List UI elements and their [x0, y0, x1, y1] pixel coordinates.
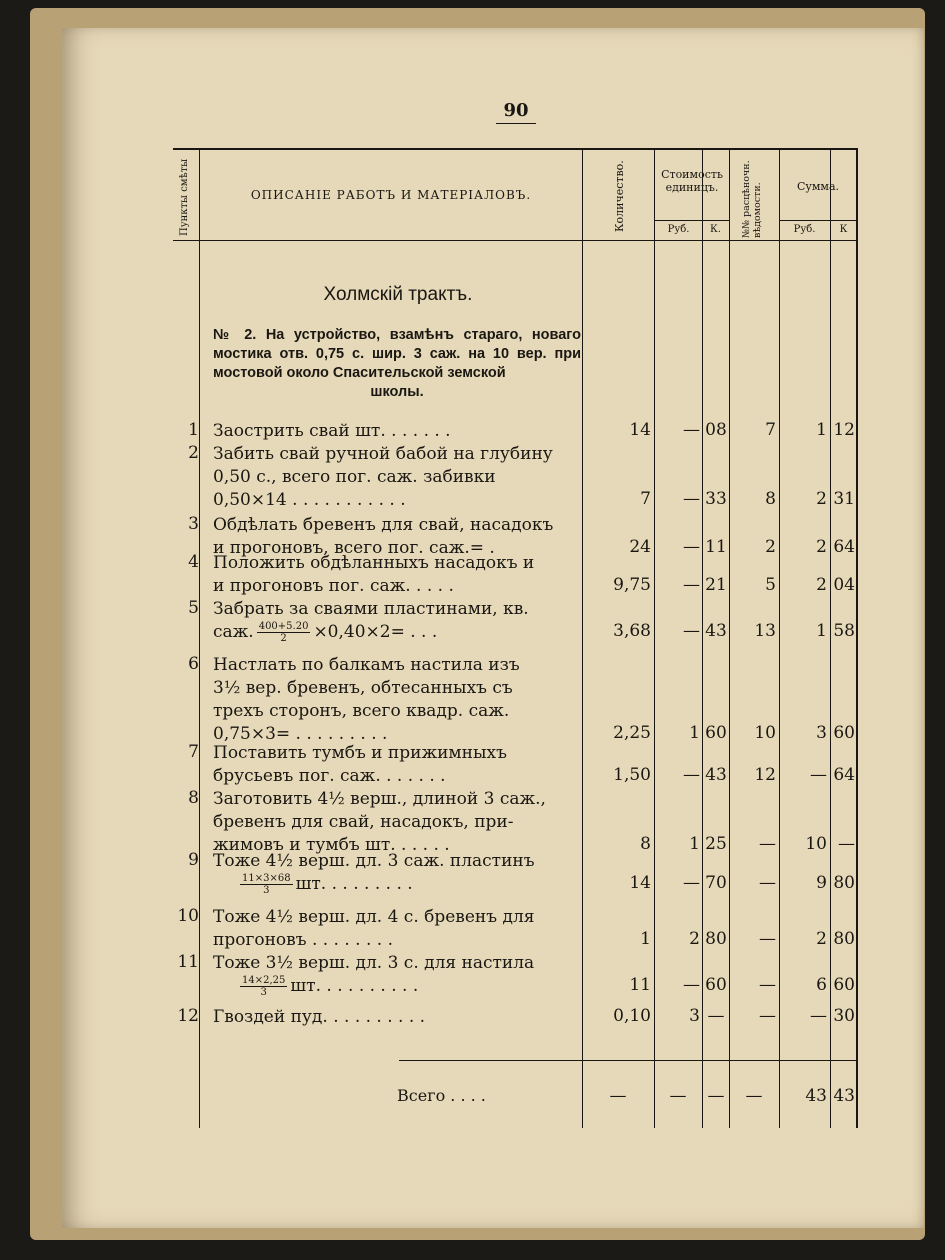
subheading	[213, 326, 581, 402]
row-description-line	[237, 873, 535, 896]
row-description	[213, 742, 507, 788]
row-description-line: и прогоновъ, всего пог. саж.= .	[213, 538, 495, 558]
row-quantity: 1	[640, 929, 651, 949]
row-sum-rub: 2	[816, 575, 827, 595]
row-description	[213, 654, 520, 746]
fraction-denominator: 3	[260, 987, 267, 998]
row-sum-rub: 3	[816, 723, 827, 743]
header-quantity: Количество.	[613, 160, 626, 232]
row-unit-rub: 2	[689, 929, 700, 949]
row-number: 10	[177, 906, 199, 926]
col-rule	[856, 148, 858, 1128]
row-description	[213, 443, 553, 512]
row-quantity: 0,10	[613, 1006, 651, 1026]
row-sum-kop: 58	[833, 621, 855, 641]
row-unit-rub: —	[683, 873, 700, 893]
row-unit-kop: 43	[705, 621, 727, 641]
row-number: 3	[188, 514, 199, 534]
row-description-line	[237, 975, 534, 998]
row-description-line: Тоже 3½ верш. дл. 3 с. для настила	[213, 953, 535, 973]
total-rule	[399, 1060, 857, 1061]
row-description-line: жимовъ и тумбъ шт. . . . . .	[213, 835, 450, 855]
header-item-no: Пункты смѣты	[179, 158, 190, 236]
row-description	[213, 850, 535, 896]
row-unit-kop: 11	[705, 537, 727, 557]
row-unit-kop: 43	[705, 765, 727, 785]
row-sum-rub: 10	[805, 834, 827, 854]
row-description-line: трехъ сторонъ, всего квадр. саж.	[213, 701, 510, 721]
row-sum-rub: 2	[816, 489, 827, 509]
row-sum-rub: 2	[816, 537, 827, 557]
row-quantity: 8	[640, 834, 651, 854]
row-description-line: Заготовить 4½ верш., длиной 3 саж.,	[213, 789, 546, 809]
row-quantity: 2,25	[613, 723, 651, 743]
row-description-line: бревенъ для свай, насадокъ, при-	[213, 812, 514, 832]
fraction-numerator: 400+5.20	[258, 621, 309, 632]
row-sum-kop: 31	[833, 489, 855, 509]
subheading-last: школы.	[370, 384, 424, 400]
row-number: 5	[188, 598, 199, 618]
sum-subrule	[779, 220, 857, 221]
row-description-line: брусьевъ пог. саж. . . . . . .	[213, 766, 446, 786]
row-quantity: 7	[640, 489, 651, 509]
row-ref: 5	[765, 575, 776, 595]
row-unit-kop: 60	[705, 723, 727, 743]
row-unit-kop: —	[707, 1006, 725, 1026]
row-description-line: Тоже 4½ верш. дл. 3 саж. пластинъ	[213, 851, 535, 871]
unit-cost-subrule	[655, 220, 729, 221]
row-quantity: 11	[629, 975, 651, 995]
row-ref: —	[759, 1006, 776, 1026]
row-unit-rub: —	[683, 975, 700, 995]
row-description-line: прогоновъ . . . . . . . .	[213, 930, 394, 950]
row-description	[213, 1006, 425, 1029]
row-quantity: 14	[629, 873, 651, 893]
section-title: Холмскій трактъ.	[323, 284, 473, 305]
row-description-line: Поставить тумбъ и прижимныхъ	[213, 743, 507, 763]
row-number: 7	[188, 742, 199, 762]
row-ref: —	[759, 834, 776, 854]
row-sum-rub: 1	[816, 621, 827, 641]
fraction-numerator: 14×2,25	[242, 975, 286, 986]
fraction-denominator: 2	[280, 633, 287, 644]
row-sum-kop: 64	[833, 537, 855, 557]
fraction-tail: ×0,40×2= . . .	[313, 622, 438, 642]
row-description-line: 3½ вер. бревенъ, обтесанныхъ съ	[213, 678, 513, 698]
row-quantity: 24	[629, 537, 651, 557]
row-quantity: 3,68	[613, 621, 651, 641]
row-unit-rub: —	[683, 765, 700, 785]
subheading-main: № 2. На устройство, взамѣнъ стараго, новаго мостика отв. 0,75 с. шир. 3 саж. на 10 вер. при мостовой около Спасительской земской	[213, 327, 581, 381]
row-ref: —	[759, 929, 776, 949]
row-ref: —	[759, 873, 776, 893]
row-description-line: Заострить свай шт. . . . . . .	[213, 421, 451, 441]
row-number: 6	[188, 654, 199, 674]
row-sum-rub: —	[810, 765, 827, 785]
row-sum-kop: 64	[833, 765, 855, 785]
row-sum-kop: 60	[833, 975, 855, 995]
header-unit-cost: Стоимость единицъ.	[661, 168, 723, 195]
row-sum-kop: 12	[833, 420, 855, 440]
row-ref: 7	[765, 420, 776, 440]
fraction-denominator: 3	[263, 885, 270, 896]
header-sum-kop: К	[839, 224, 848, 235]
row-ref: —	[759, 975, 776, 995]
row-description-line: Обдѣлать бревенъ для свай, насадокъ	[213, 515, 554, 535]
row-unit-rub: 1	[689, 723, 700, 743]
fraction-numerator: 11×3×68	[242, 873, 291, 884]
row-description-line: и прогоновъ пог. саж. . . . .	[213, 576, 454, 596]
row-unit-kop: 60	[705, 975, 727, 995]
fraction	[257, 621, 311, 644]
row-description	[213, 788, 546, 857]
row-sum-rub: 1	[816, 420, 827, 440]
header-ref: №№ расцѣночн. вѣдомости.	[741, 160, 763, 238]
row-unit-kop: 21	[705, 575, 727, 595]
row-ref: 12	[754, 765, 776, 785]
row-unit-rub: 1	[689, 834, 700, 854]
row-quantity: 14	[629, 420, 651, 440]
header-description: ОПИСАНІЕ РАБОТЪ И МАТЕРІАЛОВЪ.	[250, 188, 532, 202]
row-unit-kop: 70	[705, 873, 727, 893]
row-unit-rub: —	[683, 537, 700, 557]
row-unit-rub: —	[683, 489, 700, 509]
row-sum-rub: —	[810, 1006, 827, 1026]
total-kop: —	[707, 1086, 725, 1106]
row-ref: 10	[754, 723, 776, 743]
row-number: 2	[188, 443, 199, 463]
row-description-line: 0,75×3= . . . . . . . . .	[213, 724, 388, 744]
header-sum: Сумма.	[796, 180, 840, 193]
page-number: 90	[496, 100, 536, 124]
row-number: 8	[188, 788, 199, 808]
header-sum-rub: Руб.	[793, 224, 816, 235]
row-description-line: 0,50×14 . . . . . . . . . . .	[213, 490, 406, 510]
row-unit-kop: 80	[705, 929, 727, 949]
estimate-table	[173, 148, 857, 1128]
fraction	[240, 975, 287, 998]
row-quantity: 9,75	[613, 575, 651, 595]
total-sum-kop: 43	[833, 1086, 855, 1106]
row-sum-kop: —	[838, 834, 855, 854]
total-qty: —	[609, 1086, 627, 1106]
row-number: 12	[177, 1006, 199, 1026]
row-unit-rub: —	[683, 420, 700, 440]
row-description-line: Гвоздей пуд. . . . . . . . . .	[213, 1007, 426, 1027]
col-rule	[199, 148, 200, 1128]
row-description-line: саж. $\frac{400+5.20}{2} \times 0,40\times 2=$ . . .	[213, 621, 438, 644]
total-ref: —	[745, 1086, 763, 1106]
row-description-line: Забить свай ручной бабой на глубину	[213, 444, 553, 464]
row-unit-rub: —	[683, 575, 700, 595]
row-unit-kop: 08	[705, 420, 727, 440]
row-ref: 2	[765, 537, 776, 557]
total-label: Всего . . . .	[397, 1086, 486, 1105]
row-description	[213, 598, 529, 644]
row-unit-rub: 3	[689, 1006, 700, 1026]
row-sum-kop: 80	[833, 873, 855, 893]
row-sum-kop: 30	[833, 1006, 855, 1026]
row-number: 9	[188, 850, 199, 870]
row-sum-kop: 80	[833, 929, 855, 949]
row-ref: 8	[765, 489, 776, 509]
row-quantity: 1,50	[613, 765, 651, 785]
fraction-tail: шт. . . . . . . . . .	[290, 976, 419, 996]
row-description-line: Забрать за сваями пластинами, кв.	[213, 599, 529, 619]
row-description	[213, 420, 451, 443]
row-sum-rub: 6	[816, 975, 827, 995]
row-number: 11	[177, 952, 199, 972]
row-description	[213, 952, 534, 998]
row-sum-kop: 04	[833, 575, 855, 595]
fraction	[240, 873, 293, 896]
row-unit-rub: —	[683, 621, 700, 641]
row-number: 1	[188, 420, 199, 440]
row-unit-kop: 33	[705, 489, 727, 509]
total-rub: —	[669, 1086, 687, 1106]
row-unit-kop: 25	[705, 834, 727, 854]
row-sum-rub: 2	[816, 929, 827, 949]
row-description	[213, 552, 534, 598]
header-unit-rub: Руб.	[667, 224, 690, 235]
fraction-tail: шт. . . . . . . . .	[295, 874, 413, 894]
row-sum-kop: 60	[833, 723, 855, 743]
row-description-line: 0,50 с., всего пог. саж. забивки	[213, 467, 496, 487]
header-unit-kop: К.	[710, 224, 721, 235]
row-description-line: Настлать по балкамъ настила изъ	[213, 655, 520, 675]
row-sum-rub: 9	[816, 873, 827, 893]
row-description-line: Положить обдѣланныхъ насадокъ и	[213, 553, 535, 573]
row-ref: 13	[754, 621, 776, 641]
row-description-line: Тоже 4½ верш. дл. 4 с. бревенъ для	[213, 907, 535, 927]
total-sum-rub: 43	[805, 1086, 827, 1106]
header-bottom-rule	[173, 240, 857, 241]
row-description	[213, 906, 534, 952]
row-number: 4	[188, 552, 199, 572]
